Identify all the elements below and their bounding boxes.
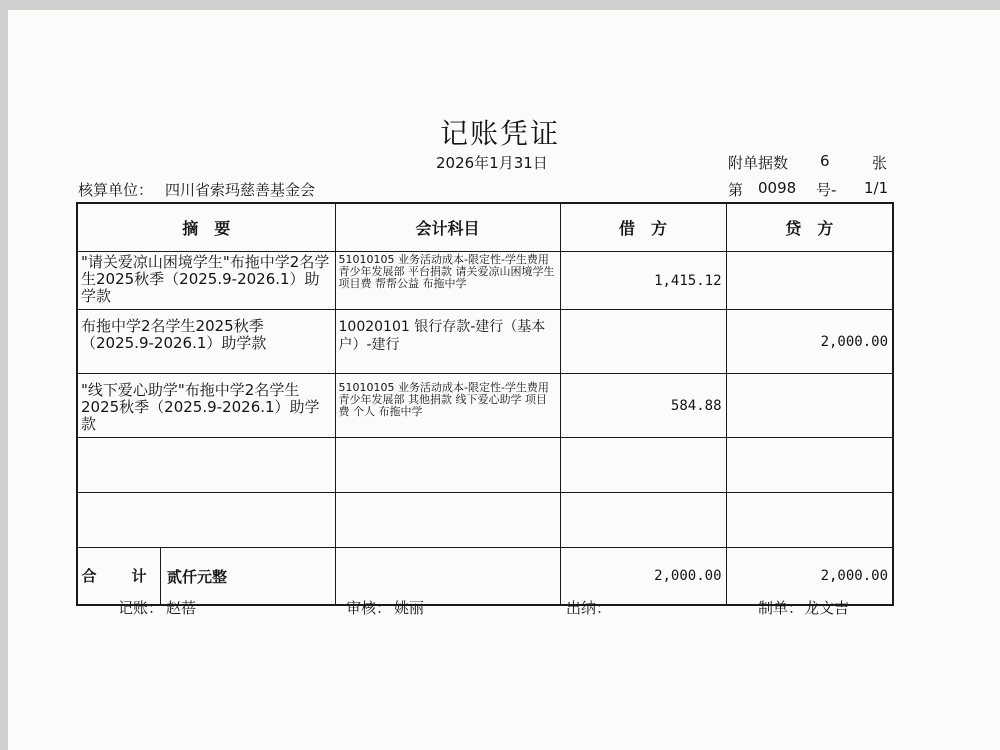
header-debit: 借 方 xyxy=(560,203,726,252)
table-header-row xyxy=(77,203,893,252)
row-credit: 2,000.00 xyxy=(726,310,893,374)
table-row-empty xyxy=(77,438,893,493)
total-in-words: 贰仟元整 xyxy=(167,567,228,586)
row-credit xyxy=(726,374,893,438)
row-account: 51010105 业务活动成本-限定性-学生费用 青少年发展部 平台捐款 请关爱凉山困境学生 项目费 帮帮公益 布拖中学 xyxy=(335,252,560,310)
preparer-name: 龙文吉 xyxy=(804,599,850,617)
reviewer-name: 姚丽 xyxy=(394,599,425,617)
attachments-count: 6 xyxy=(820,152,830,170)
voucher-date: 2026年1月31日 xyxy=(436,154,548,172)
bookkeeper-name: 赵蓓 xyxy=(166,599,197,617)
total-cell xyxy=(77,548,335,606)
unit-name: 四川省索玛慈善基金会 xyxy=(165,181,316,199)
number-suffix: 号- xyxy=(816,181,837,199)
reviewer-label: 审核： xyxy=(346,599,392,617)
voucher-title: 记账凭证 xyxy=(439,117,560,150)
row-debit: 584.88 xyxy=(560,374,726,438)
bookkeeper-label: 记账： xyxy=(118,599,164,617)
number-prefix: 第 xyxy=(728,181,744,199)
row-summary: 布拖中学2名学生2025秋季（2025.9-2026.1）助学款 xyxy=(77,310,335,374)
table-row xyxy=(77,310,893,374)
table-row xyxy=(77,374,893,438)
row-account: 10020101 银行存款-建行（基本户）-建行 xyxy=(335,310,560,374)
unit-label: 核算单位： xyxy=(78,181,154,199)
voucher-table xyxy=(76,202,894,606)
total-credit: 2,000.00 xyxy=(726,548,893,606)
table-row xyxy=(77,252,893,310)
cashier-label: 出纳： xyxy=(566,599,612,617)
voucher-number: 0098 xyxy=(758,179,797,197)
attachments-label: 附单据数 xyxy=(728,154,789,172)
row-debit xyxy=(560,310,726,374)
attachments-unit: 张 xyxy=(872,154,888,172)
header-summary: 摘 要 xyxy=(77,203,335,252)
row-credit xyxy=(726,252,893,310)
row-account: 51010105 业务活动成本-限定性-学生费用 青少年发展部 其他捐款 线下爱心助学 项目费 个人 布拖中学 xyxy=(335,374,560,438)
header-account: 会计科目 xyxy=(335,203,560,252)
preparer-label: 制单： xyxy=(758,599,804,617)
row-summary: "线下爱心助学"布拖中学2名学生2025秋季（2025.9-2026.1）助学款 xyxy=(77,374,335,438)
page-indicator: 1/1 xyxy=(864,179,889,197)
total-label: 合 计 xyxy=(78,548,161,604)
table-row-empty xyxy=(77,493,893,548)
total-debit: 2,000.00 xyxy=(560,548,726,606)
row-debit: 1,415.12 xyxy=(560,252,726,310)
row-summary: "请关爱凉山困境学生"布拖中学2名学生2025秋季（2025.9-2026.1）助学款 xyxy=(77,252,335,310)
header-credit: 贷 方 xyxy=(726,203,893,252)
